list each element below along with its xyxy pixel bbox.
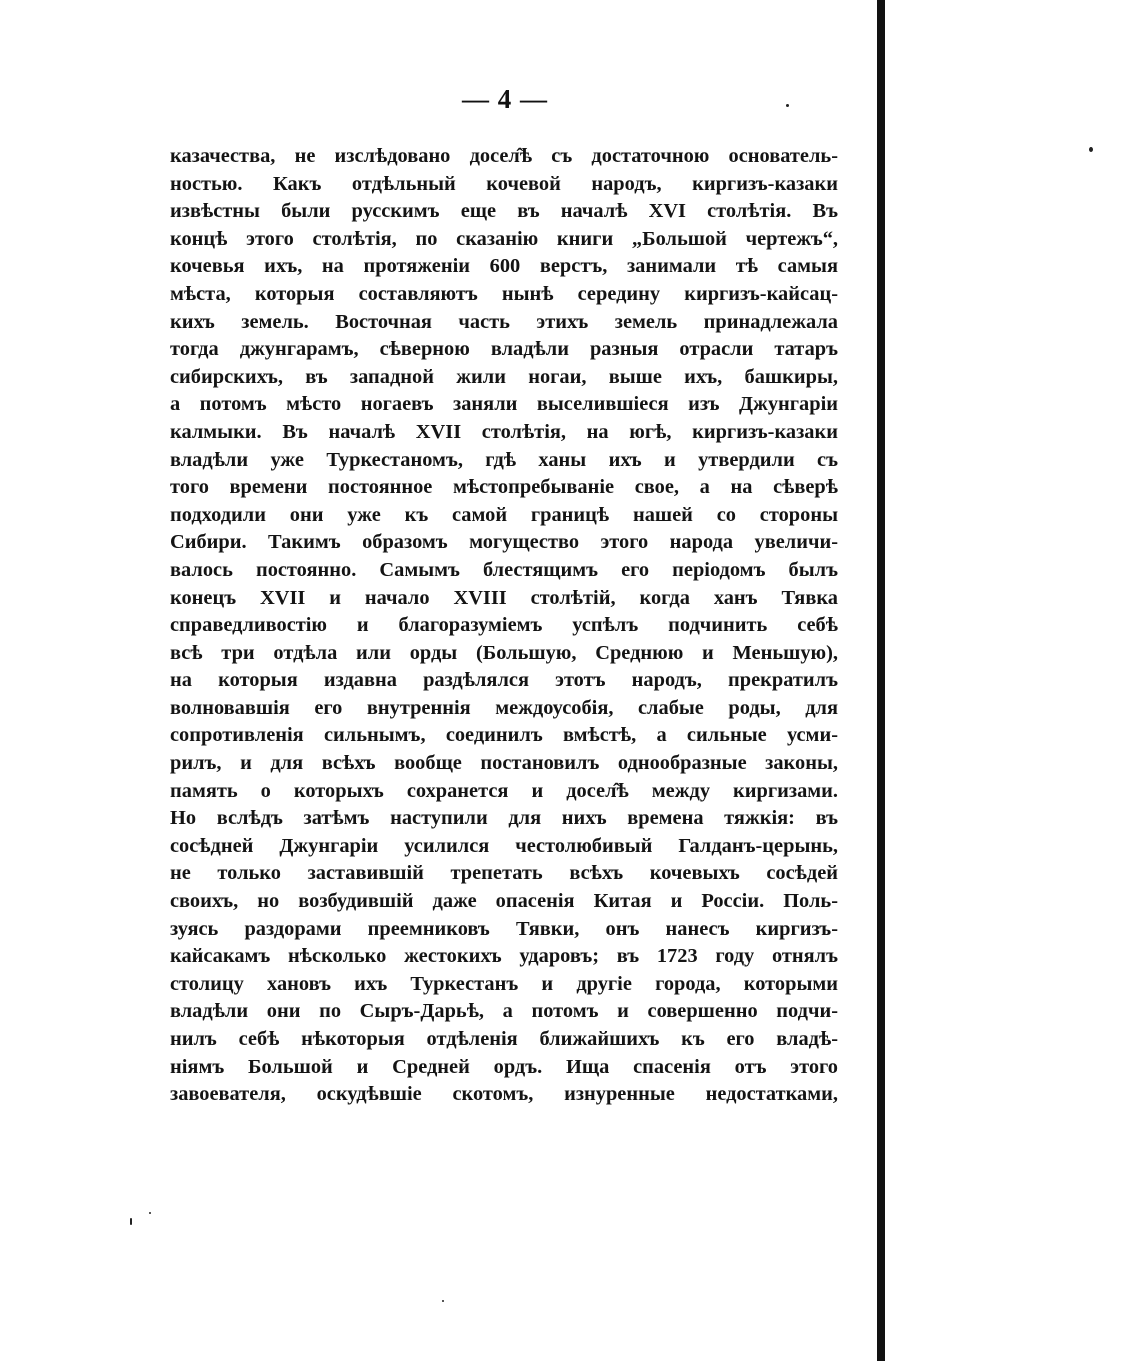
text-line: кочевья ихъ, на протяженіи 600 верстъ, занимали тѣ самыя [170, 255, 838, 278]
text-line: а потомъ мѣсто ногаевъ заняли выселившіеся изъ Джунгаріи [170, 393, 838, 416]
text-line: калмыки. Въ началѣ XVII столѣтія, на югѣ, киргизъ-казаки [170, 420, 838, 443]
text-line: тогда джунгарамъ, сѣверною владѣли разныя отрасли татаръ [170, 338, 838, 361]
text-line: казачества, не изслѣдовано досел̂ѣ съ достаточною основатель- [170, 145, 838, 167]
scan-speck [1089, 147, 1093, 152]
scan-speck [149, 1212, 151, 1214]
page-binding-edge [877, 0, 885, 1361]
text-line: ностью. Какъ отдѣльный кочевой народъ, киргизъ-казаки [170, 172, 838, 195]
text-line: владѣли уже Туркестаномъ, гдѣ ханы ихъ и утвердили съ [170, 448, 838, 471]
text-line: завоевателя, оскудѣвшіе скотомъ, изнуренные недостатками, [170, 1083, 838, 1106]
scan-speck [130, 1218, 132, 1225]
text-line: конецъ XVII и начало XVIII столѣтій, когда ханъ Тявка [170, 586, 838, 609]
text-line: извѣстны были русскимъ еще въ началѣ XVI столѣтія. Въ [170, 200, 838, 223]
text-line: не только заставившій трепетать всѣхъ кочевыхъ сосѣдей [170, 862, 838, 885]
text-line: своихъ, но возбудившій даже опасенія Китая и Россіи. Поль- [170, 890, 838, 913]
text-line: справедливостію и благоразуміемъ успѣлъ подчинить себѣ [170, 614, 838, 637]
text-line: владѣли они по Сыръ-Дарьѣ, а потомъ и совершенно подчи- [170, 1000, 838, 1023]
text-line: столицу хановъ ихъ Туркестанъ и другіе города, которыми [170, 972, 838, 995]
text-line: нилъ себѣ нѣкоторыя отдѣленія ближайшихъ къ его владѣ- [170, 1028, 838, 1050]
text-line: Но вслѣдъ затѣмъ наступили для нихъ времена тяжкія: въ [170, 807, 838, 830]
text-line: Сибири. Такимъ образомъ могущество этого народа увеличи- [170, 531, 838, 554]
scan-speck [786, 104, 789, 107]
body-text [170, 143, 838, 1109]
text-line: сибирскихъ, въ западной жили ногаи, выше ихъ, башкиры, [170, 365, 838, 388]
text-line: валось постоянно. Самымъ блестящимъ его періодомъ былъ [170, 558, 838, 581]
text-line: концѣ этого столѣтія, по сказанію книги „Большой чертежъ“, [170, 227, 838, 250]
text-line: кайсакамъ нѣсколько жестокихъ ударовъ; въ 1723 году отнялъ [170, 945, 838, 968]
text-line: волновавшія его внутреннія междоусобія, слабые роды, для [170, 696, 838, 719]
text-line: того времени постоянное мѣстопребываніе свое, а на сѣверѣ [170, 476, 838, 499]
text-line: память о которыхъ сохранется и досел̂ѣ между киргизами. [170, 779, 838, 802]
text-line: сосѣдней Джунгаріи усилился честолюбивый Галданъ-церынь, [170, 834, 838, 857]
text-line: рилъ, и для всѣхъ вообще постановилъ однообразные законы, [170, 752, 838, 775]
text-line: зуясь раздорами преемниковъ Тявки, онъ нанесъ киргизъ- [170, 917, 838, 940]
text-line: ніямъ Большой и Средней ордъ. Ища спасенія отъ этого [170, 1055, 838, 1078]
scan-speck [442, 1300, 444, 1302]
page-number: — 4 — [462, 84, 548, 114]
text-line: подходили они уже къ самой границѣ нашей со стороны [170, 503, 838, 526]
text-line: кихъ земель. Восточная часть этихъ земель принадлежала [170, 310, 838, 333]
text-line: на которыя издавна раздѣлялся этотъ народъ, прекратилъ [170, 669, 838, 692]
text-line: сопротивленія сильнымъ, соединилъ вмѣстѣ, а сильные усми- [170, 724, 838, 747]
text-line: мѣста, которыя составляютъ нынѣ середину киргизъ-кайсац- [170, 282, 838, 305]
text-line: всѣ три отдѣла или орды (Большую, Среднюю и Меньшую), [170, 641, 838, 664]
